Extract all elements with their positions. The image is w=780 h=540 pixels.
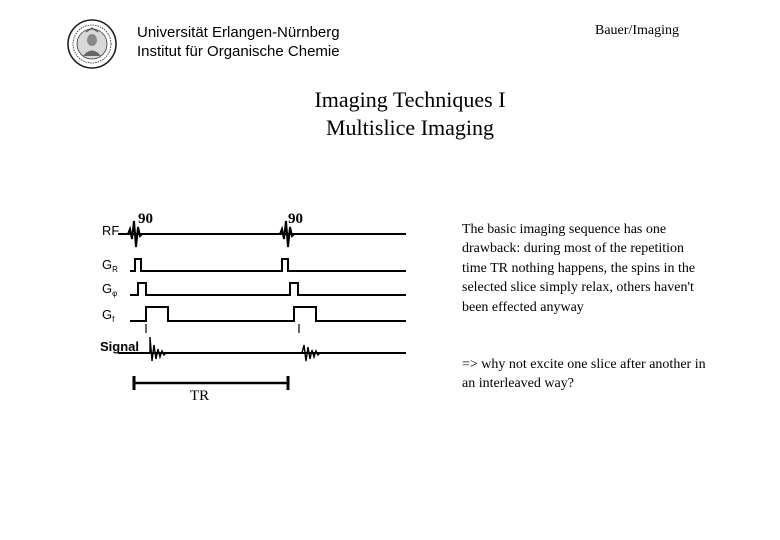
signal-fid-1 (150, 337, 166, 361)
slide-title (180, 86, 640, 142)
row-label-signal: Signal (100, 339, 140, 354)
university-seal-logo (66, 18, 118, 70)
row-label-gf: $G_f$ (102, 307, 115, 324)
institution-header (137, 23, 340, 61)
title-line-2: Multislice Imaging (325, 115, 495, 140)
title-line-1: Imaging Techniques I (314, 87, 506, 112)
author-label: Bauer/Imaging (595, 23, 679, 38)
gphi-waveform (130, 283, 406, 295)
pulse-label-2: 90 (288, 211, 303, 227)
gf-waveform (130, 307, 406, 321)
pulse-sequence-diagram (94, 205, 414, 415)
gr-waveform (130, 259, 406, 271)
row-label-gr: $G_R$ (102, 257, 118, 274)
row-label-rf: RF (102, 223, 120, 238)
signal-fid-2 (302, 345, 320, 361)
question-text: => why not excite one slice after another in an interleaved way? (462, 357, 706, 392)
institute-name: Institut für Organische Chemie (137, 43, 340, 60)
institution-name: Universität Erlangen-Nürnberg (137, 24, 340, 41)
description-text: The basic imaging sequence has one drawback: during most of the repetition time TR nothing happens, the spins in the selected slice simply relax, others haven't been effected anyway (462, 222, 696, 315)
tr-label: TR (190, 388, 210, 404)
row-label-gphi: $G_\varphi$ (102, 281, 118, 298)
pulse-label-1: 90 (138, 211, 153, 227)
